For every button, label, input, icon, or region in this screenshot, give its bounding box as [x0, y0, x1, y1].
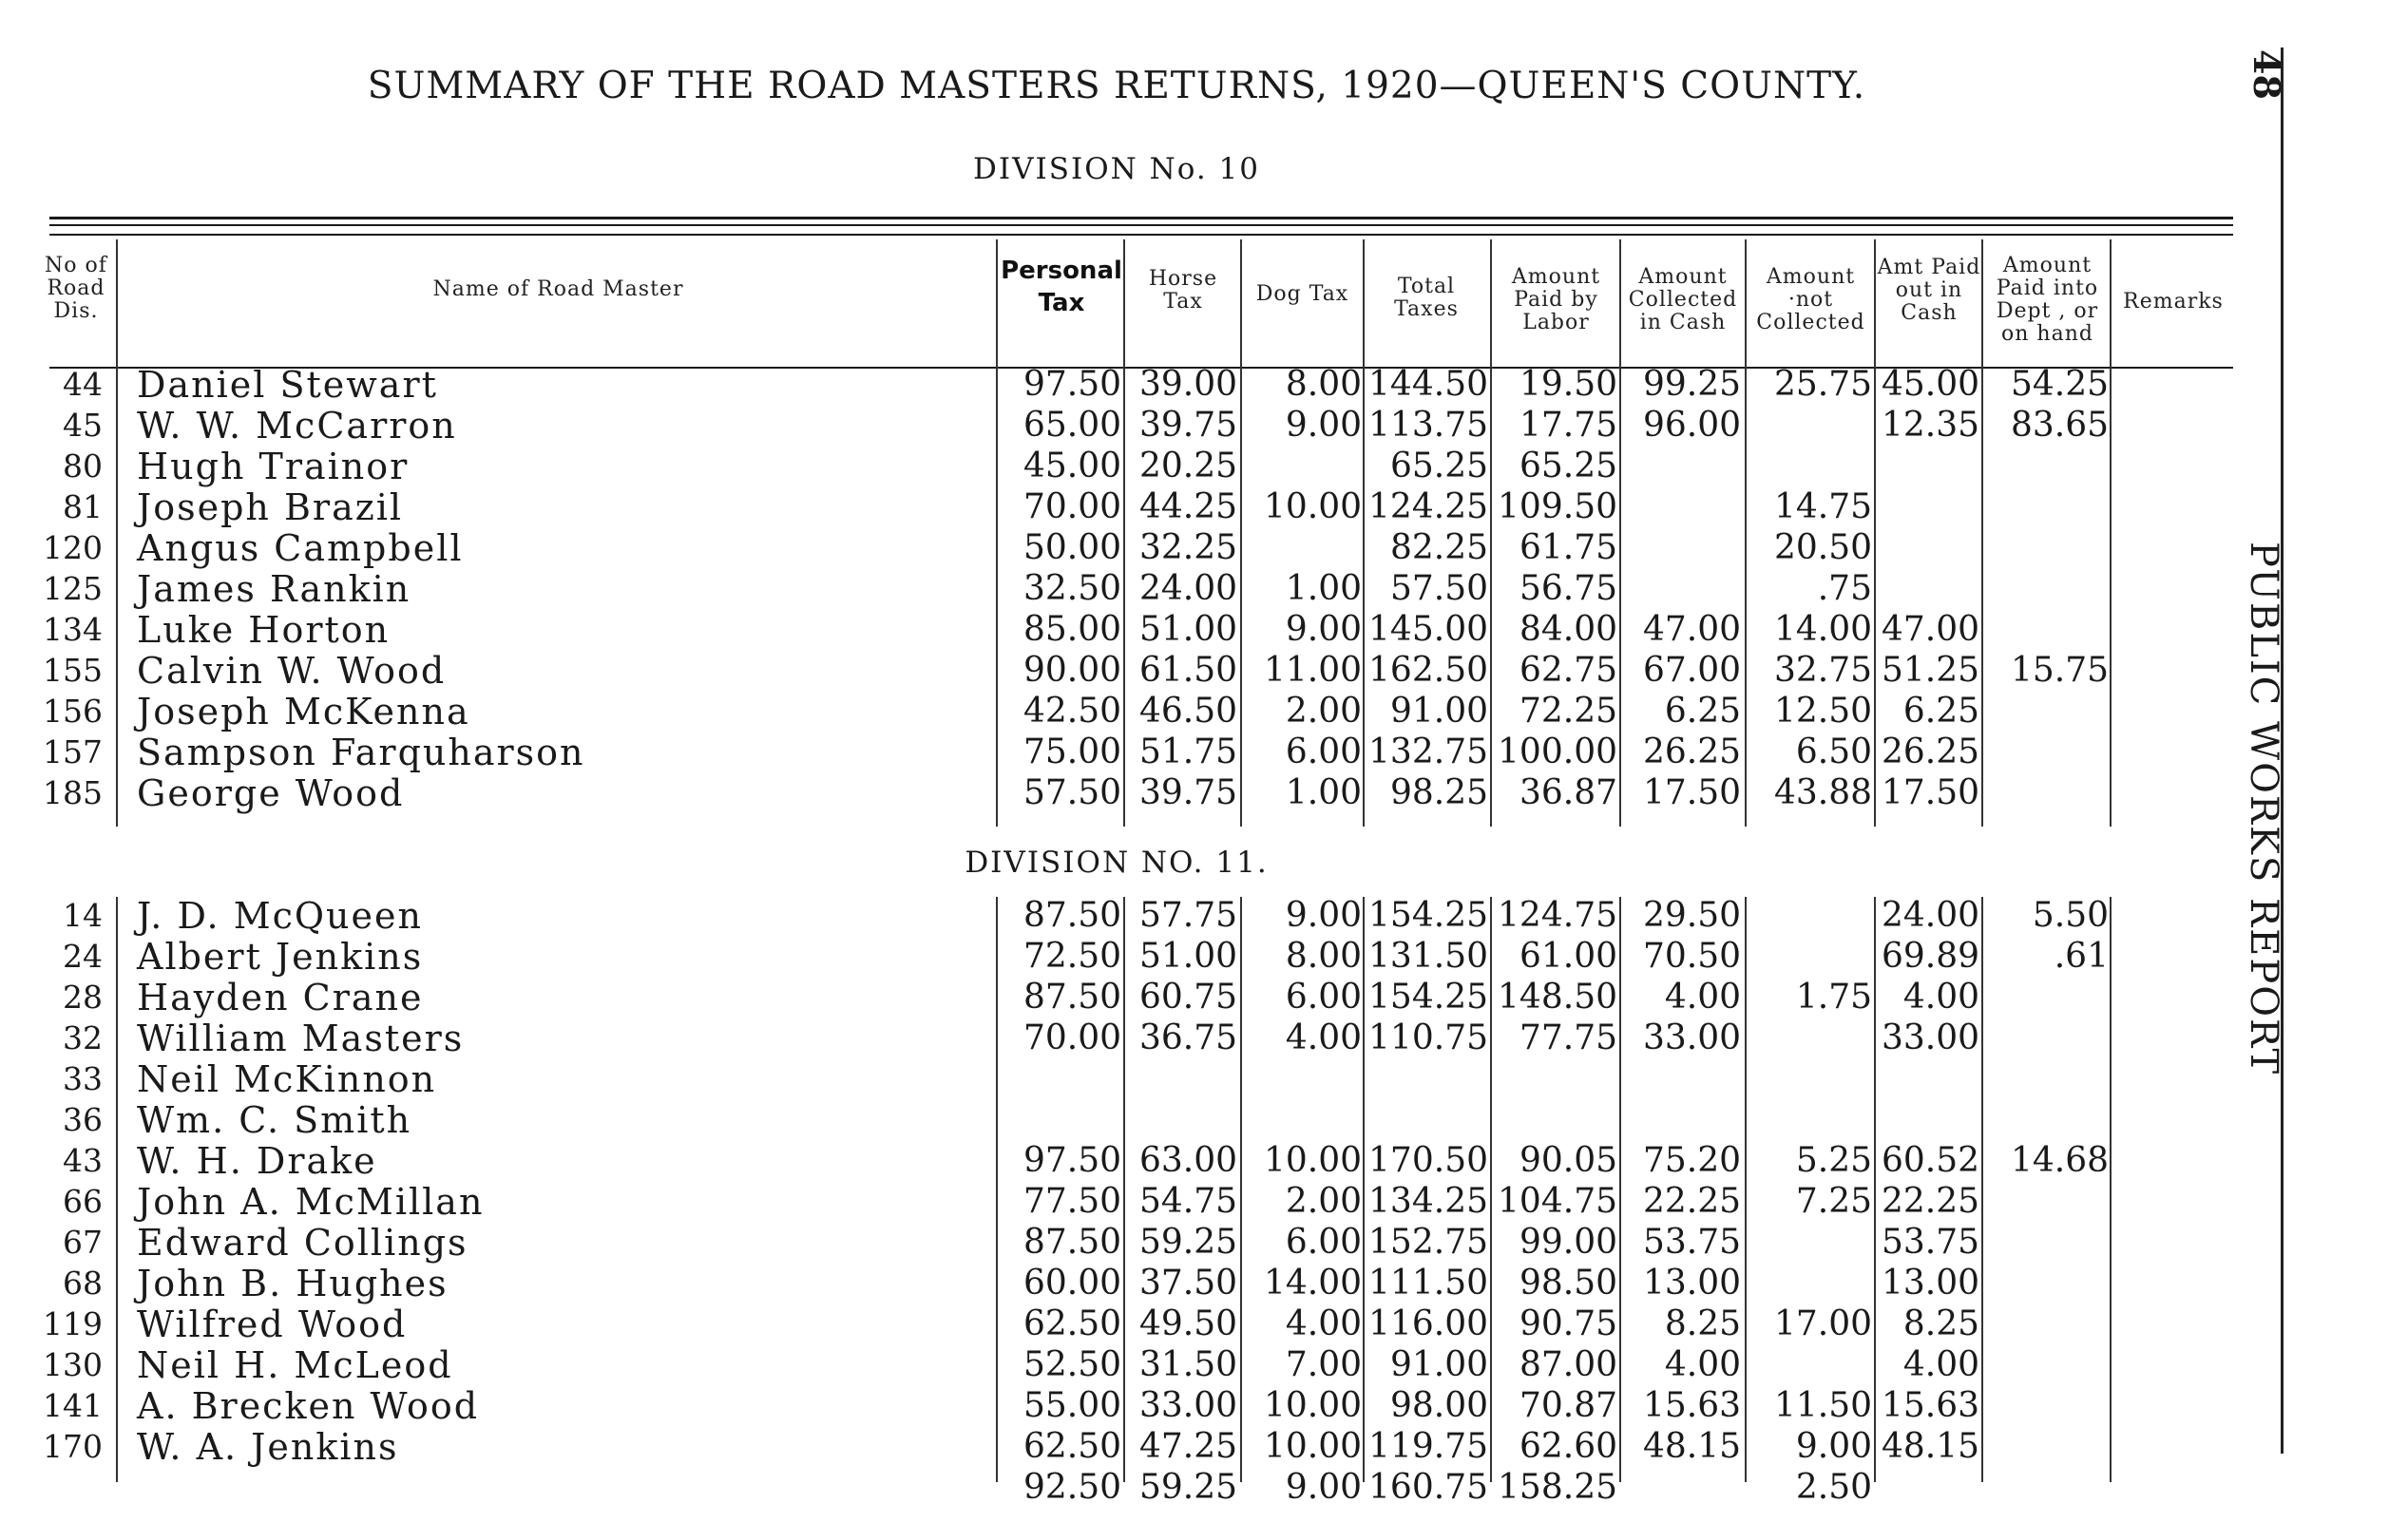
cell-labor: 72.25 [1519, 692, 1617, 731]
cell-labor: 62.75 [1519, 651, 1617, 690]
column-rule [996, 239, 998, 827]
cell-dog: 14.00 [1263, 1264, 1362, 1303]
cell-labor: 17.75 [1519, 406, 1617, 445]
cell-personal: 87.50 [1022, 978, 1121, 1017]
cell-paid-out: 6.25 [1902, 692, 1979, 731]
cell-personal: 65.00 [1022, 406, 1121, 445]
cell-no: 141 [43, 1387, 103, 1424]
cell-horse: 49.50 [1138, 1304, 1237, 1343]
cell-total: 131.50 [1368, 937, 1488, 976]
cell-cash: 67.00 [1642, 651, 1741, 690]
cell-no: 14 [63, 897, 103, 934]
cell-dog: 2.00 [1285, 1182, 1362, 1221]
cell-total: 91.00 [1389, 692, 1488, 731]
cell-no: 32 [63, 1019, 103, 1056]
column-rule [1619, 239, 1621, 827]
cell-total: 154.25 [1368, 896, 1488, 935]
cell-name: Sampson Farquharson [137, 732, 585, 773]
cell-labor: 104.75 [1498, 1182, 1617, 1221]
cell-personal: 70.00 [1022, 1018, 1121, 1057]
cell-cash: 4.00 [1664, 978, 1741, 1017]
cell-not-collected: 20.50 [1773, 528, 1872, 567]
cell-dog: 6.00 [1285, 1223, 1362, 1262]
cell-no: 156 [43, 693, 103, 730]
cell-cash: 47.00 [1642, 610, 1741, 649]
cell-not-collected: 12.50 [1773, 692, 1872, 731]
cell-cash: 6.25 [1664, 692, 1741, 731]
cell-labor: 84.00 [1519, 610, 1617, 649]
cell-total: 132.75 [1368, 732, 1488, 771]
header-remarks: Remarks [2123, 290, 2224, 314]
cell-dog: 10.00 [1263, 1386, 1362, 1425]
cell-cash: 4.00 [1664, 1345, 1741, 1384]
cell-name: Wm. C. Smith [137, 1099, 412, 1141]
cell-paid-out: 33.00 [1881, 1018, 1979, 1057]
cell-labor: 87.00 [1519, 1345, 1617, 1384]
cell-dog: 8.00 [1285, 365, 1362, 404]
cell-horse: 51.00 [1138, 610, 1237, 649]
cell-paid-out: 15.63 [1881, 1386, 1979, 1425]
column-rule [1123, 239, 1125, 827]
cell-no: 68 [63, 1265, 103, 1302]
cell-horse: 51.00 [1138, 937, 1237, 976]
division-heading: DIVISION NO. 11. [965, 846, 1269, 880]
cell-no: 43 [63, 1142, 103, 1179]
cell-personal: 55.00 [1022, 1386, 1121, 1425]
cell-no: 36 [63, 1101, 103, 1138]
cell-labor: 70.87 [1519, 1386, 1617, 1425]
cell-paid-out: 60.52 [1881, 1141, 1979, 1180]
cell-paid-out: 24.00 [1881, 896, 1979, 935]
cell-name: Daniel Stewart [137, 364, 438, 406]
cell-cash: 15.63 [1642, 1386, 1741, 1425]
cell-no: 125 [43, 570, 103, 607]
cell-labor: 100.00 [1498, 732, 1617, 771]
cell-paid-out: 4.00 [1902, 978, 1979, 1017]
column-rule [116, 239, 118, 827]
cell-name: Luke Horton [137, 609, 391, 651]
cell-total: 144.50 [1368, 365, 1488, 404]
cell-paid-out: 45.00 [1881, 365, 1979, 404]
cell-not-collected: 1.75 [1795, 978, 1872, 1017]
cell-name: Hugh Trainor [137, 446, 410, 487]
division-heading: DIVISION No. 10 [972, 152, 1260, 186]
cell-not-collected: 14.00 [1773, 610, 1872, 649]
cell-total: 124.25 [1368, 487, 1488, 526]
cell-cash: 22.25 [1642, 1182, 1741, 1221]
column-rule [1123, 897, 1125, 1482]
cell-name: Angus Campbell [137, 527, 464, 569]
cell-no: 120 [43, 529, 103, 566]
cell-horse: 46.50 [1138, 692, 1237, 731]
cell-not-collected: .75 [1817, 569, 1872, 608]
cell-into-dept: 83.65 [2010, 406, 2109, 445]
cell-paid-out: 17.50 [1881, 773, 1979, 812]
cell-dog: 1.00 [1285, 569, 1362, 608]
header-no-of-road-dis: No of Road Dis. [45, 254, 107, 323]
cell-into-dept: .61 [2054, 937, 2109, 976]
cell-dog: 9.00 [1285, 1468, 1362, 1507]
header-rule-top [49, 217, 2233, 219]
cell-name: Neil McKinnon [137, 1058, 437, 1100]
cell-dog: 7.00 [1285, 1345, 1362, 1384]
column-rule [1619, 897, 1621, 1482]
cell-not-collected: 32.75 [1773, 651, 1872, 690]
cell-horse: 51.75 [1138, 732, 1237, 771]
cell-labor: 124.75 [1498, 896, 1617, 935]
cell-name: Wilfred Wood [137, 1303, 408, 1345]
cell-no: 81 [63, 488, 103, 525]
cell-horse: 31.50 [1138, 1345, 1237, 1384]
cell-cash: 29.50 [1642, 896, 1741, 935]
cell-total: 145.00 [1368, 610, 1488, 649]
cell-horse: 39.75 [1138, 406, 1237, 445]
cell-no: 45 [63, 407, 103, 444]
cell-total: 154.25 [1368, 978, 1488, 1017]
header-personal-tax: Personal Tax [1001, 257, 1122, 317]
cell-paid-out: 48.15 [1881, 1427, 1979, 1466]
cell-total: 98.00 [1389, 1386, 1488, 1425]
cell-labor: 62.60 [1519, 1427, 1617, 1466]
cell-personal: 90.00 [1022, 651, 1121, 690]
cell-personal: 60.00 [1022, 1264, 1121, 1303]
cell-horse: 57.75 [1138, 896, 1237, 935]
header-rule-top-inner [49, 224, 2233, 226]
cell-dog: 10.00 [1263, 487, 1362, 526]
cell-paid-out: 26.25 [1881, 732, 1979, 771]
cell-personal: 62.50 [1022, 1304, 1121, 1343]
cell-not-collected: 43.88 [1773, 773, 1872, 812]
cell-horse: 32.25 [1138, 528, 1237, 567]
column-rule [1874, 897, 1876, 1482]
cell-no: 28 [63, 979, 103, 1016]
cell-no: 134 [43, 611, 103, 648]
cell-cash: 75.20 [1642, 1141, 1741, 1180]
cell-total: 91.00 [1389, 1345, 1488, 1384]
cell-personal: 85.00 [1022, 610, 1121, 649]
cell-not-collected: 5.25 [1795, 1141, 1872, 1180]
cell-name: A. Brecken Wood [137, 1385, 480, 1427]
cell-horse: 39.00 [1138, 365, 1237, 404]
cell-not-collected: 9.00 [1795, 1427, 1872, 1466]
cell-no: 157 [43, 733, 103, 771]
cell-horse: 36.75 [1138, 1018, 1237, 1057]
cell-horse: 37.50 [1138, 1264, 1237, 1303]
header-paid-into-dept: Amount Paid into Dept , or on hand [1996, 254, 2099, 346]
cell-labor: 98.50 [1519, 1264, 1617, 1303]
cell-personal: 75.00 [1022, 732, 1121, 771]
cell-name: Calvin W. Wood [137, 650, 447, 692]
cell-no: 170 [43, 1428, 103, 1465]
cell-labor: 90.05 [1519, 1141, 1617, 1180]
cell-paid-out: 69.89 [1881, 937, 1979, 976]
cell-total: 119.75 [1368, 1427, 1488, 1466]
cell-cash: 70.50 [1642, 937, 1741, 976]
cell-personal: 97.50 [1022, 365, 1121, 404]
cell-name: J. D. McQueen [137, 895, 423, 937]
cell-total: 110.75 [1368, 1018, 1488, 1057]
cell-total: 170.50 [1368, 1141, 1488, 1180]
cell-cash: 96.00 [1642, 406, 1741, 445]
cell-labor: 61.00 [1519, 937, 1617, 976]
cell-into-dept: 5.50 [2032, 896, 2109, 935]
cell-personal: 57.50 [1022, 773, 1121, 812]
cell-personal: 97.50 [1022, 1141, 1121, 1180]
cell-labor: 65.25 [1519, 447, 1617, 485]
column-rule [2110, 897, 2112, 1482]
cell-name: W. A. Jenkins [137, 1426, 399, 1468]
page-number: 48 [2246, 49, 2288, 100]
cell-personal: 42.50 [1022, 692, 1121, 731]
cell-dog: 2.00 [1285, 692, 1362, 731]
column-rule [116, 897, 118, 1482]
cell-labor: 148.50 [1498, 978, 1617, 1017]
cell-name: Albert Jenkins [137, 936, 424, 978]
cell-no: 44 [63, 366, 103, 403]
cell-into-dept: 54.25 [2010, 365, 2109, 404]
column-rule [1981, 897, 1983, 1482]
cell-horse: 24.00 [1138, 569, 1237, 608]
cell-horse: 59.25 [1138, 1223, 1237, 1262]
page-title: SUMMARY OF THE ROAD MASTERS RETURNS, 1920—QUEEN'S COUNTY. [367, 65, 1866, 107]
cell-dog: 8.00 [1285, 937, 1362, 976]
cell-horse: 59.25 [1138, 1468, 1237, 1507]
cell-total: 134.25 [1368, 1182, 1488, 1221]
cell-labor: 90.75 [1519, 1304, 1617, 1343]
cell-total: 152.75 [1368, 1223, 1488, 1262]
cell-personal: 77.50 [1022, 1182, 1121, 1221]
cell-paid-out: 8.25 [1902, 1304, 1979, 1343]
cell-dog: 6.00 [1285, 978, 1362, 1017]
cell-not-collected: 6.50 [1795, 732, 1872, 771]
cell-horse: 63.00 [1138, 1141, 1237, 1180]
cell-name: Joseph Brazil [137, 486, 404, 528]
header-paid-by-labor: Amount Paid by Labor [1511, 265, 1601, 334]
cell-not-collected: 25.75 [1773, 365, 1872, 404]
cell-paid-out: 51.25 [1881, 651, 1979, 690]
cell-total: 162.50 [1368, 651, 1488, 690]
cell-labor: 109.50 [1498, 487, 1617, 526]
cell-personal: 70.00 [1022, 487, 1121, 526]
cell-horse: 33.00 [1138, 1386, 1237, 1425]
cell-total: 82.25 [1389, 528, 1488, 567]
cell-no: 66 [63, 1183, 103, 1220]
cell-personal: 62.50 [1022, 1427, 1121, 1466]
cell-total: 116.00 [1368, 1304, 1488, 1343]
cell-name: W. W. McCarron [137, 405, 457, 447]
cell-name: John B. Hughes [137, 1263, 449, 1304]
cell-labor: 19.50 [1519, 365, 1617, 404]
cell-no: 24 [63, 938, 103, 975]
running-head: PUBLIC WORKS REPORT [2242, 542, 2285, 1076]
cell-not-collected: 11.50 [1773, 1386, 1872, 1425]
cell-cash: 48.15 [1642, 1427, 1741, 1466]
cell-paid-out: 53.75 [1881, 1223, 1979, 1262]
header-dog-tax: Dog Tax [1255, 282, 1349, 306]
cell-name: Edward Collings [137, 1222, 468, 1264]
cell-no: 119 [43, 1305, 103, 1342]
cell-into-dept: 15.75 [2010, 651, 2109, 690]
column-rule [1240, 239, 1242, 827]
cell-total: 160.75 [1368, 1468, 1488, 1507]
cell-name: George Wood [137, 772, 405, 814]
cell-dog: 4.00 [1285, 1304, 1362, 1343]
cell-horse: 47.25 [1138, 1427, 1237, 1466]
cell-name: Neil H. McLeod [137, 1344, 453, 1386]
cell-horse: 61.50 [1138, 651, 1237, 690]
cell-cash: 26.25 [1642, 732, 1741, 771]
cell-name: William Masters [137, 1018, 465, 1059]
column-rule [2110, 239, 2112, 827]
cell-personal: 87.50 [1022, 896, 1121, 935]
cell-no: 130 [43, 1346, 103, 1383]
cell-cash: 13.00 [1642, 1264, 1741, 1303]
cell-dog: 11.00 [1263, 651, 1362, 690]
cell-dog: 9.00 [1285, 896, 1362, 935]
cell-paid-out: 12.35 [1881, 406, 1979, 445]
cell-labor: 56.75 [1519, 569, 1617, 608]
cell-paid-out: 13.00 [1881, 1264, 1979, 1303]
column-rule [1240, 897, 1242, 1482]
cell-personal: 92.50 [1022, 1468, 1121, 1507]
cell-dog: 6.00 [1285, 732, 1362, 771]
cell-horse: 60.75 [1138, 978, 1237, 1017]
cell-not-collected: 2.50 [1795, 1468, 1872, 1507]
cell-labor: 61.75 [1519, 528, 1617, 567]
cell-labor: 36.87 [1519, 773, 1617, 812]
cell-total: 57.50 [1389, 569, 1488, 608]
cell-personal: 50.00 [1022, 528, 1121, 567]
cell-name: John A. McMillan [137, 1181, 485, 1223]
header-collected-cash: Amount Collected in Cash [1628, 265, 1738, 334]
cell-total: 113.75 [1368, 406, 1488, 445]
cell-total: 111.50 [1368, 1264, 1488, 1303]
cell-personal: 32.50 [1022, 569, 1121, 608]
cell-name: W. H. Drake [137, 1140, 377, 1182]
cell-no: 67 [63, 1224, 103, 1261]
cell-dog: 1.00 [1285, 773, 1362, 812]
cell-not-collected: 17.00 [1773, 1304, 1872, 1343]
cell-no: 33 [63, 1060, 103, 1097]
cell-total: 65.25 [1389, 447, 1488, 485]
cell-personal: 72.50 [1022, 937, 1121, 976]
cell-total: 98.25 [1389, 773, 1488, 812]
cell-paid-out: 4.00 [1902, 1345, 1979, 1384]
header-rule-thin [49, 234, 2233, 236]
header-total-taxes: Total Taxes [1394, 275, 1459, 321]
cell-not-collected: 7.25 [1795, 1182, 1872, 1221]
column-rule [1874, 239, 1876, 827]
cell-cash: 99.25 [1642, 365, 1741, 404]
cell-personal: 45.00 [1022, 447, 1121, 485]
header-paid-out-cash: Amt Paid out in Cash [1877, 256, 1981, 325]
cell-dog: 4.00 [1285, 1018, 1362, 1057]
cell-horse: 20.25 [1138, 447, 1237, 485]
cell-name: Joseph McKenna [137, 691, 470, 732]
cell-labor: 158.25 [1498, 1468, 1617, 1507]
cell-name: James Rankin [137, 568, 411, 610]
cell-cash: 33.00 [1642, 1018, 1741, 1057]
cell-paid-out: 22.25 [1881, 1182, 1979, 1221]
column-rule [1981, 239, 1983, 827]
header-name: Name of Road Master [432, 277, 684, 301]
cell-no: 80 [63, 447, 103, 485]
cell-dog: 10.00 [1263, 1427, 1362, 1466]
cell-name: Hayden Crane [137, 977, 424, 1018]
cell-horse: 39.75 [1138, 773, 1237, 812]
cell-horse: 54.75 [1138, 1182, 1237, 1221]
cell-dog: 9.00 [1285, 406, 1362, 445]
cell-personal: 52.50 [1022, 1345, 1121, 1384]
header-not-collected: Amount ·not Collected [1756, 265, 1865, 334]
header-horse-tax: Horse Tax [1148, 267, 1218, 314]
cell-no: 155 [43, 652, 103, 689]
cell-cash: 53.75 [1642, 1223, 1741, 1262]
cell-horse: 44.25 [1138, 487, 1237, 526]
cell-personal: 87.50 [1022, 1223, 1121, 1262]
cell-labor: 77.75 [1519, 1018, 1617, 1057]
cell-paid-out: 47.00 [1881, 610, 1979, 649]
cell-into-dept: 14.68 [2010, 1141, 2109, 1180]
cell-cash: 17.50 [1642, 773, 1741, 812]
cell-labor: 99.00 [1519, 1223, 1617, 1262]
cell-dog: 10.00 [1263, 1141, 1362, 1180]
column-rule [996, 897, 998, 1482]
cell-no: 185 [43, 774, 103, 811]
cell-dog: 9.00 [1285, 610, 1362, 649]
cell-not-collected: 14.75 [1773, 487, 1872, 526]
cell-cash: 8.25 [1664, 1304, 1741, 1343]
